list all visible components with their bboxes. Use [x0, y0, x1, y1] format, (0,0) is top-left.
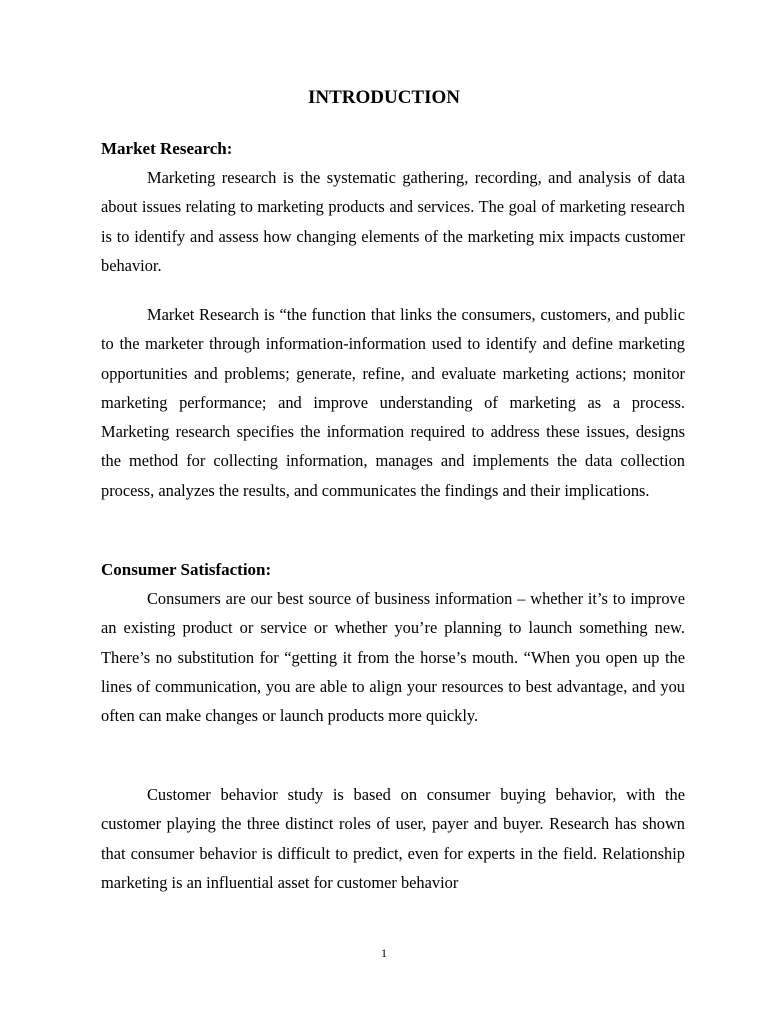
paragraph: Customer behavior study is based on consumer buying behavior, with the customer playing the three distinct roles of user, payer and buyer. Research has shown that consumer behavior is difficult to predict, even for experts in the field. Relationship marketing is an influential asset for customer behavior	[101, 785, 685, 892]
section-heading-market-research: Market Research:	[101, 139, 233, 158]
section-heading-consumer-satisfaction: Consumer Satisfaction:	[101, 560, 272, 579]
paragraph: Consumers are our best source of business information – whether it’s to improve an existing product or service or whether you’re planning to launch something new. There’s no substitution for “getting it from the horse’s mouth. “When you open up the lines of communication, you are able to align your resources to best advantage, and you often can make changes or launch products more quickly.	[101, 589, 685, 726]
paragraph: Marketing research is the systematic gathering, recording, and analysis of data about issues relating to marketing products and services. The goal of marketing research is to identify and assess how changing elements of the marketing mix impacts customer behavior.	[101, 168, 685, 275]
paragraph: Market Research is “the function that links the consumers, customers, and public to the marketer through information-information used to identify and define marketing opportunities and problems; generate, refine, and evaluate marketing actions; monitor marketing performance; and improve understanding of marketing as a process. Marketing research specifies the information required to address these issues, designs the method for collecting information, manages and implements the data collection process, analyzes the results, and communicates the findings and their implications.	[101, 305, 685, 500]
page-number: 1	[381, 946, 387, 960]
page-title: INTRODUCTION	[307, 87, 461, 108]
